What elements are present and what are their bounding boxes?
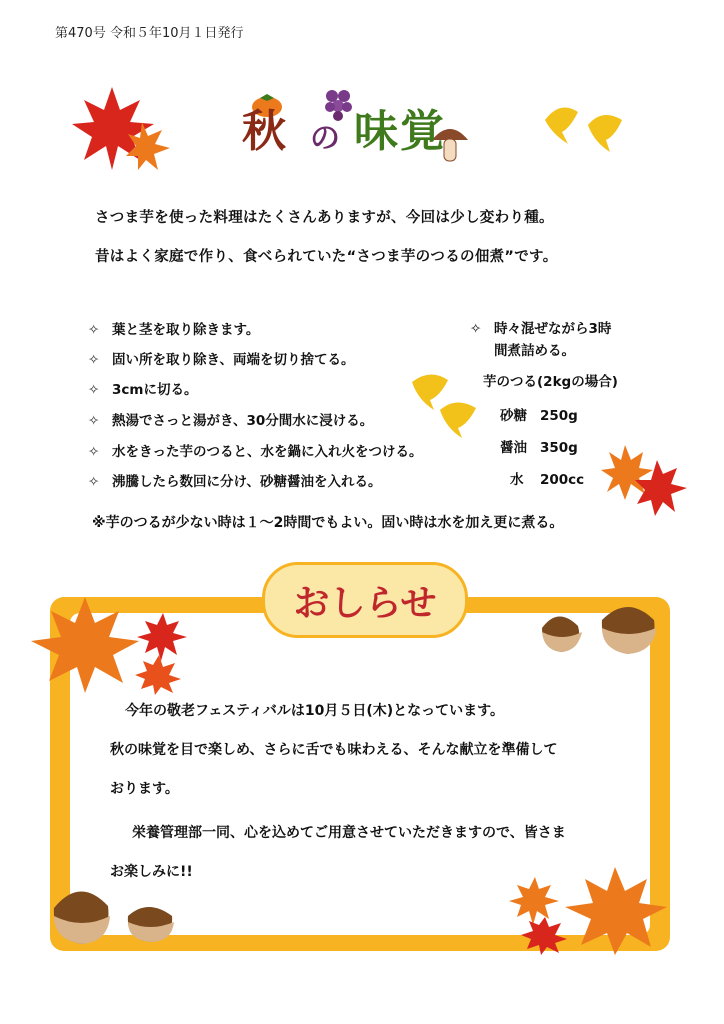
sparkle-icon: ✧ bbox=[88, 413, 100, 429]
step-item bbox=[88, 440, 423, 460]
step-text: 水をきった芋のつると、水を鍋に入れ火をつける。 bbox=[112, 444, 423, 460]
ingredient-row bbox=[500, 404, 578, 424]
intro-line: さつま芋を使った料理はたくさんありますが、今回は少し変わり種。 bbox=[95, 210, 554, 226]
sparkle-icon: ✧ bbox=[88, 444, 100, 460]
ginkgo-leaf-icon bbox=[410, 370, 480, 440]
step-text: 時々混ぜながら3時 bbox=[494, 321, 612, 337]
step-text: 3cmに切る。 bbox=[112, 382, 198, 398]
notice-line: 今年の敬老フェスティバルは10月５日(木)となっています。 bbox=[125, 703, 505, 719]
sparkle-icon: ✧ bbox=[88, 382, 100, 398]
notice-line: お楽しみに!! bbox=[110, 864, 193, 880]
step-text: 沸騰したら数回に分け、砂糖醤油を入れる。 bbox=[112, 474, 382, 490]
step-text: 間煮詰める。 bbox=[494, 343, 575, 359]
ingredient-amount: 250g bbox=[540, 408, 578, 424]
step-item bbox=[88, 348, 354, 368]
notice-line: おります。 bbox=[110, 781, 179, 797]
page-title bbox=[240, 92, 470, 172]
ingredient-amount: 200cc bbox=[540, 472, 585, 488]
ingredient-amount: 350g bbox=[540, 440, 578, 456]
grape-icon bbox=[322, 86, 356, 124]
ingredient-name: 砂糖 bbox=[500, 408, 527, 424]
step-text: 葉と茎を取り除きます。 bbox=[112, 322, 260, 338]
step-item bbox=[88, 470, 381, 490]
title-char: 味 bbox=[354, 106, 398, 157]
maple-leaf-icon bbox=[605, 440, 690, 520]
note: ※芋のつるが少ない時は１〜2時間でもよい。固い時は水を加え更に煮る。 bbox=[92, 515, 564, 531]
title-char: 秋 bbox=[242, 106, 286, 157]
sparkle-icon: ✧ bbox=[470, 321, 482, 337]
chestnut-icon bbox=[538, 598, 658, 662]
title-char: 覚 bbox=[400, 106, 444, 157]
step-text: 固い所を取り除き、両端を切り捨てる。 bbox=[112, 352, 355, 368]
ginkgo-leaf-icon bbox=[540, 100, 630, 155]
notice-title: おしらせ bbox=[293, 582, 437, 624]
ingredient-row bbox=[500, 436, 578, 456]
step-item bbox=[88, 378, 197, 398]
sparkle-icon: ✧ bbox=[88, 474, 100, 490]
ingredients-heading: 芋のつる(2kgの場合) bbox=[483, 374, 618, 390]
ingredient-row bbox=[500, 468, 584, 488]
step-item-right bbox=[470, 318, 640, 362]
ingredient-name: 醤油 bbox=[500, 440, 527, 456]
issue-line: 第470号 令和５年10月１日発行 bbox=[55, 26, 244, 41]
step-item bbox=[88, 409, 373, 429]
title-char: の bbox=[310, 121, 340, 156]
notice-line: 秋の味覚を目で楽しめ、さらに舌でも味わえる、そんな献立を準備して bbox=[110, 742, 558, 758]
step-item bbox=[88, 318, 259, 338]
sparkle-icon: ✧ bbox=[88, 352, 100, 368]
step-text: 熱湯でさっと湯がき、30分間水に浸ける。 bbox=[112, 413, 374, 429]
chestnut-icon bbox=[52, 880, 182, 950]
maple-leaf-icon bbox=[35, 595, 195, 695]
ingredient-name: 水 bbox=[510, 472, 524, 488]
notice-line: 栄養管理部一同、心を込めてご用意させていただきますので、皆さま bbox=[132, 825, 566, 841]
intro-line: 昔はよく家庭で作り、食べられていた“さつま芋のつるの佃煮”です。 bbox=[95, 249, 558, 265]
maple-leaf-icon bbox=[515, 865, 675, 955]
sparkle-icon: ✧ bbox=[88, 322, 100, 338]
maple-leaf-icon bbox=[72, 82, 172, 172]
